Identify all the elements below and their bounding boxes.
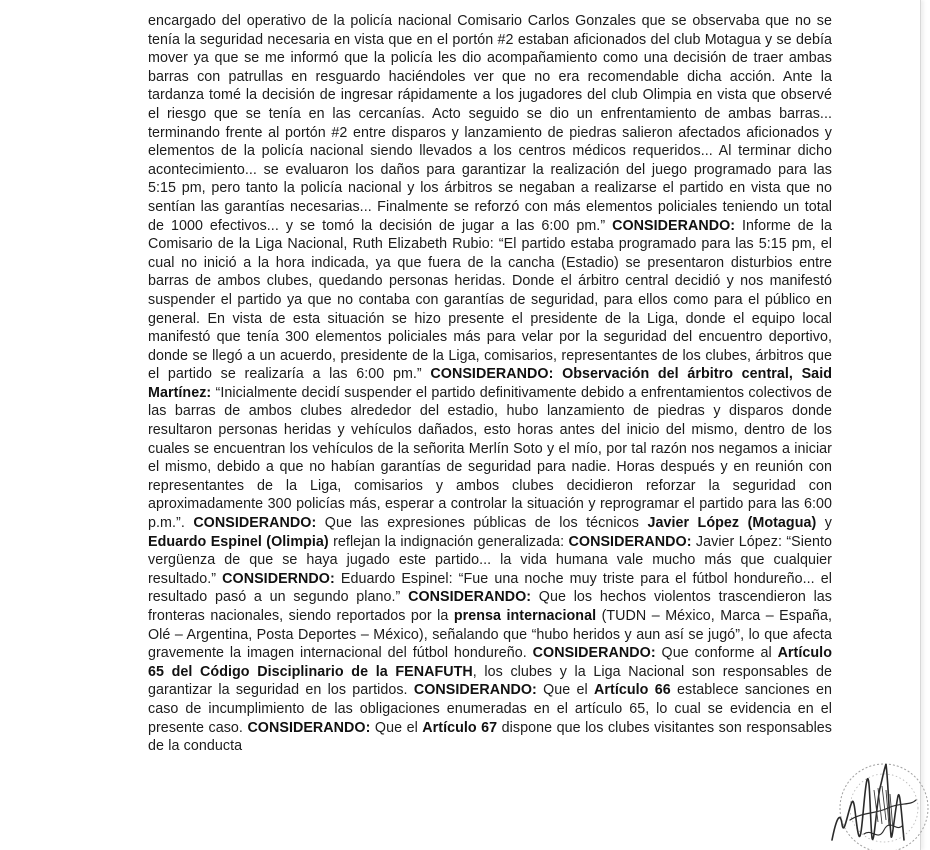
bold-text-run: Artículo 65 del Código Disciplinario de la FENAFUTH bbox=[148, 645, 832, 680]
text-run: y bbox=[816, 515, 832, 532]
bold-text-run: CONSIDERANDO: bbox=[408, 589, 532, 606]
text-run: Que las expresiones públicas de los técnicos bbox=[316, 515, 648, 532]
text-run: dispone que los clubes visitantes son responsables de la conducta bbox=[148, 719, 833, 755]
text-run: (TUDN – México, Marca – España, Olé – Argentina, Posta Deportes – México), señalando que “hubo heridos y aun así se jugó”, lo que afecta gravemente la imagen internacional del fútbol hondureño. bbox=[148, 608, 832, 662]
stamp-ring-outer bbox=[840, 764, 928, 850]
text-run: Que el bbox=[370, 719, 423, 736]
text-run: reflejan la indignación generalizada: bbox=[328, 533, 569, 550]
signature-stroke-3 bbox=[864, 825, 902, 835]
bold-text-run: CONSIDERANDO: bbox=[568, 533, 692, 550]
text-run: Eduardo Espinel: “Fue una noche muy triste para el fútbol hondureño... el resultado pasó a un segundo plano.” bbox=[148, 570, 832, 606]
bold-text-run: CONSIDERANDO: bbox=[413, 682, 537, 699]
bold-text-run: CONSIDERANDO: Observación del árbitro central, Said Martínez: bbox=[148, 366, 832, 401]
body-paragraph bbox=[148, 12, 832, 756]
bold-text-run: CONSIDERANDO: bbox=[247, 719, 371, 736]
bold-text-run: Artículo 66 bbox=[594, 682, 671, 699]
document-body bbox=[148, 12, 832, 756]
bold-text-run: Artículo 67 bbox=[422, 719, 498, 736]
text-run: Que los hechos violentos trascendieron las fronteras nacionales, siendo reportados por la bbox=[148, 589, 832, 624]
signature-stroke-2 bbox=[850, 800, 916, 820]
bold-text-run: CONSIDERNDO: bbox=[222, 570, 335, 587]
text-run: “Inicialmente decidí suspender el partido definitivamente debido a enfrentamientos colectivos de las barras de ambos clubes alrededor del estadio, hubo lanzamiento de piedras y disparos donde resultaron personas heridas y vehículos dañados, esto horas antes del inicio del mismo, dentro de los cuales se encuentran los vehículos de la señorita Merlín Soto y el mío, por tal razón nos negamos a iniciar el mismo, debido a que no habían garantías de seguridad para nadie. Horas después y en reunión con representantes de la Liga, comisarios y ambos clubes decidieron reforzar la seguridad con aproximadamente 300 policías más, esperar a controlar la situación y reprogramar el partido para las 6:00 p.m.”. bbox=[148, 384, 832, 532]
bold-text-run: CONSIDERANDO: bbox=[532, 645, 656, 662]
text-run: Informe de la Comisario de la Liga Nacional, Ruth Elizabeth Rubio: “El partido estaba programado para las 5:15 pm, el cual no inició a la hora indicada, ya que fuera de la cancha (Estadio) se presentaron disturbios entre barras de ambos clubes, quedando personas heridas. Donde el árbitro central decidió y nos manifestó suspender el partido ya que no contaba con garantías de seguridad, para ellos como para el público en general. En vista de esta situación se hizo presente el presidente de la Liga, donde el equipo local manifestó que tenía 300 elementos policiales más para velar por la seguridad del encuentro deportivo, donde se llegó a un acuerdo, presidente de la Liga, comisarios, representantes de los clubes, árbitros que el partido se realizaría a las 6:00 pm.” bbox=[148, 217, 832, 383]
signature-stamp-image bbox=[792, 750, 930, 850]
text-run: Javier López: “Siento vergüenza de que se haya jugado este partido... la vida humana vale mucho más que cualquier resultado.” bbox=[148, 533, 832, 587]
bold-text-run: prensa internacional bbox=[453, 608, 597, 624]
text-run: establece sanciones en caso de incumplimiento de las obligaciones enumeradas en el artículo 65, lo cual se evidencia en el presente caso. bbox=[148, 682, 833, 736]
bold-text-run: CONSIDERANDO: bbox=[612, 217, 736, 234]
bold-text-run: Javier López (Motagua) bbox=[647, 515, 817, 532]
bold-text-run: CONSIDERANDO: bbox=[193, 515, 317, 532]
text-run: Que el bbox=[536, 682, 595, 699]
text-run: , los clubes y la Liga Nacional son responsables de garantizar la seguridad en los partidos. bbox=[148, 663, 832, 699]
text-run: encargado del operativo de la policía nacional Comisario Carlos Gonzales que se observaba que no se tenía la seguridad necesaria en vista que en el portón #2 estaban aficionados del club Motagua y se debía mover ya que se me informó que la policía les dio acompañamiento como una decisión de traer ambas barras con patrullas en resguardo haciéndoles ver que no era recomendable dicha acción. Ante la tardanza tomé la decisión de ingresar rápidamente a los jugadores del club Olimpia en vista que observé el riesgo que se tenía en las cercanías. Acto seguido se dio un enfrentamiento de ambas barras... terminando frente al portón #2 entre disparos y lanzamiento de piedras salieron afectados aficionados y elementos de la policía nacional siendo llevados a los centros médicos requeridos... Al terminar dicho acontecimiento... se evaluaron los daños para garantizar la realización del juego programado para las 5:15 pm, pero tanto la policía nacional y los árbitros se negaban a realizarse el partido en vista que no sentían las garantías necesarias... Finalmente se reforzó con más elementos policiales teniendo un total de 1000 efectivos... y se tomó la decisión de jugar a las 6:00 pm.” bbox=[148, 13, 832, 234]
text-run: Que conforme al bbox=[655, 645, 778, 662]
bold-text-run: Eduardo Espinel (Olimpia) bbox=[148, 533, 329, 550]
